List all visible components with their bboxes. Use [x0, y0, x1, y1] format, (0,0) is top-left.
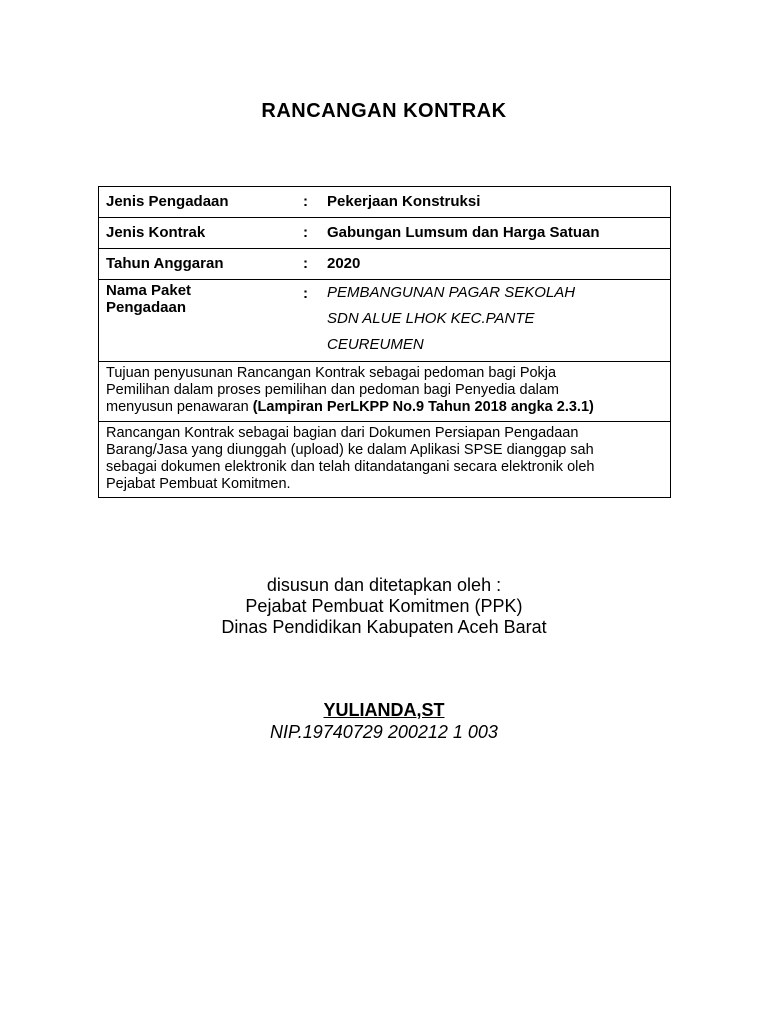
issuer-agency: Dinas Pendidikan Kabupaten Aceh Barat — [221, 617, 547, 637]
issuer-block — [0, 575, 768, 638]
row-colon: : — [303, 249, 327, 280]
table-row-jenis-kontrak — [99, 218, 671, 249]
row-value: Pekerjaan Konstruksi — [327, 187, 671, 218]
row-label-line: Nama Paket — [106, 282, 192, 299]
row-label-line: Pengadaan — [106, 299, 187, 316]
signatory-name: YULIANDA,ST — [323, 700, 445, 720]
table-row-tahun-anggaran — [99, 249, 671, 280]
note-line: Pemilihan dalam proses pemilihan dan pedoman bagi Penyedia dalam — [106, 382, 560, 398]
row-label — [99, 280, 304, 362]
issuer-position: Pejabat Pembuat Komitmen (PPK) — [245, 596, 523, 616]
note-line: Barang/Jasa yang diunggah (upload) ke dalam Aplikasi SPSE dianggap sah — [106, 442, 594, 458]
row-value: 2020 — [327, 249, 671, 280]
note-line: sebagai dokumen elektronik dan telah ditandatangani secara elektronik oleh — [106, 459, 595, 475]
upload-note — [99, 422, 671, 498]
note-line — [106, 399, 663, 416]
row-colon: : — [303, 187, 327, 218]
table-row-jenis-pengadaan — [99, 187, 671, 218]
note-line: Pejabat Pembuat Komitmen. — [106, 476, 291, 492]
row-value: Gabungan Lumsum dan Harga Satuan — [327, 218, 671, 249]
note-line: Tujuan penyusunan Rancangan Kontrak sebagai pedoman bagi Pokja — [106, 365, 557, 381]
row-label: Jenis Pengadaan — [99, 187, 304, 218]
row-value-line: CEUREUMEN — [327, 336, 424, 353]
signatory-nip: NIP.19740729 200212 1 003 — [270, 722, 498, 742]
contract-info-table — [98, 186, 671, 498]
row-label: Tahun Anggaran — [99, 249, 304, 280]
table-row-nama-paket — [99, 280, 671, 362]
table-row-upload-note — [99, 422, 671, 498]
regulation-reference: (Lampiran PerLKPP No.9 Tahun 2018 angka 2.3.1) — [252, 399, 594, 415]
document-title: RANCANGAN KONTRAK — [261, 100, 507, 122]
row-colon: : — [303, 280, 327, 362]
signatory-block — [0, 699, 768, 743]
issuer-intro: disusun dan ditetapkan oleh : — [266, 575, 502, 595]
row-label: Jenis Kontrak — [99, 218, 304, 249]
note-line: Rancangan Kontrak sebagai bagian dari Dokumen Persiapan Pengadaan — [106, 425, 579, 441]
table-row-purpose-note — [99, 362, 671, 422]
row-colon: : — [303, 218, 327, 249]
purpose-note — [99, 362, 671, 422]
row-value-line: PEMBANGUNAN PAGAR SEKOLAH — [327, 284, 576, 301]
row-value-line: SDN ALUE LHOK KEC.PANTE — [327, 310, 535, 327]
row-value — [327, 280, 671, 362]
note-text: menyusun penawaran — [106, 399, 253, 415]
